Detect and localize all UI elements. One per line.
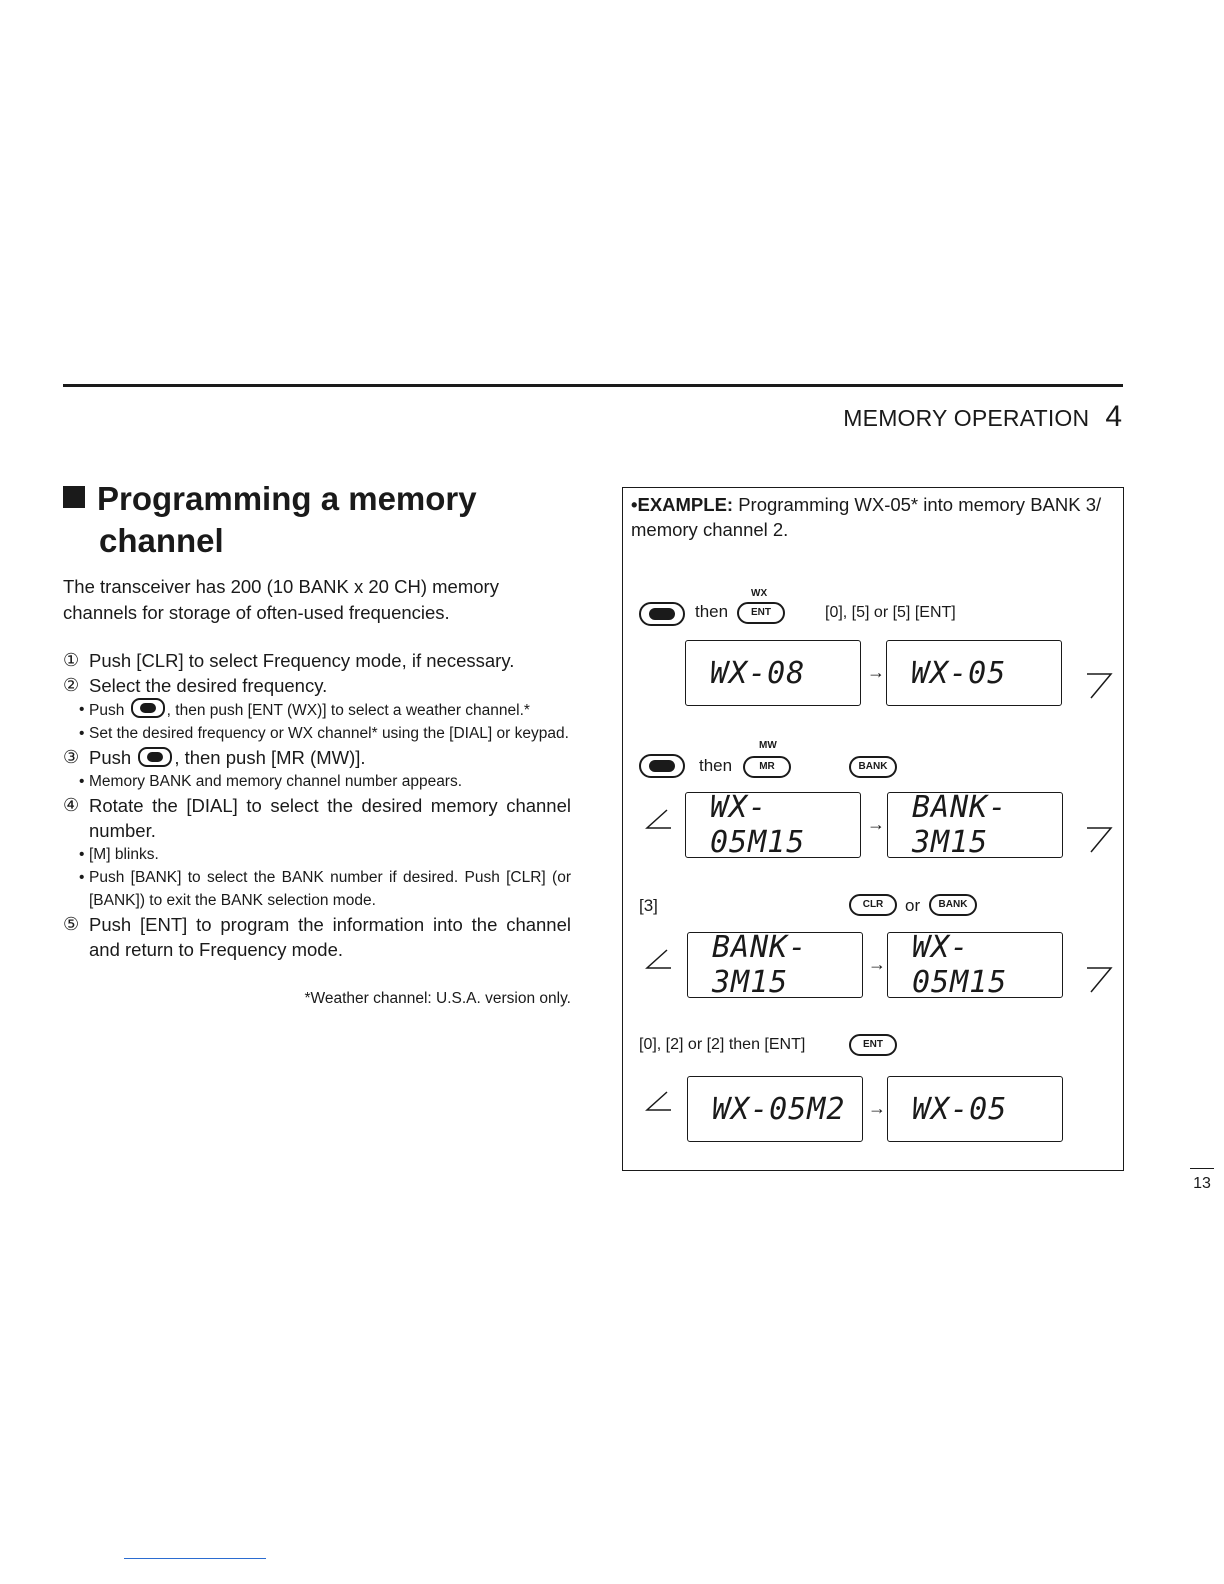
section-title: MEMORY OPERATION	[843, 405, 1090, 431]
continue-arrow-icon	[643, 946, 673, 980]
lcd-display: WX-05	[887, 1076, 1063, 1142]
example-heading: •EXAMPLE: Programming WX-05* into memory BANK 3/ memory channel 2.	[631, 494, 1102, 540]
continue-arrow-icon	[1085, 668, 1115, 702]
step-text: Select the desired frequency.	[89, 675, 328, 696]
right-arrow-icon: →	[868, 954, 886, 974]
mw-label: MW	[759, 740, 777, 751]
or-text: or	[905, 896, 921, 915]
step-3-sub: • Memory BANK and memory channel number appears.	[79, 773, 463, 790]
page-number: 13	[1190, 1168, 1214, 1193]
intro-paragraph: The transceiver has 200 (10 BANK x 20 CH) memory channels for storage of often-used frequencies.	[63, 576, 499, 623]
right-arrow-icon: →	[867, 662, 885, 682]
page-title	[63, 478, 583, 562]
section-header	[843, 400, 1122, 434]
step-1	[63, 648, 571, 673]
top-rule	[63, 384, 1123, 387]
continue-arrow-icon	[1085, 822, 1115, 856]
right-arrow-icon: →	[868, 1098, 886, 1118]
ent-key-icon: ENT	[849, 1034, 897, 1056]
step-text: Push [ENT] to program the information into the channel and return to Frequency mode.	[89, 914, 571, 960]
continue-arrow-icon	[643, 1088, 673, 1122]
function-key-icon	[639, 754, 685, 778]
right-arrow-icon: →	[867, 814, 885, 834]
continue-arrow-icon	[1085, 962, 1115, 996]
bottom-rule	[124, 1558, 266, 1559]
step-text: Rotate the [DIAL] to select the desired memory channel number.	[89, 795, 571, 841]
lcd-display: WX-05M15	[887, 932, 1063, 998]
mr-key-icon: MR	[743, 756, 791, 778]
footnote: *Weather channel: U.S.A. version only.	[304, 990, 571, 1007]
step-4	[63, 793, 571, 843]
step-number: ②	[63, 675, 80, 695]
step-2	[63, 673, 571, 698]
lcd-display: WX-08	[685, 640, 861, 706]
step-number: ⑤	[63, 914, 80, 934]
instruction: [3]	[639, 896, 658, 915]
instructions	[63, 574, 571, 1008]
step-5	[63, 912, 571, 962]
step-text: Push [CLR] to select Frequency mode, if necessary.	[89, 650, 515, 671]
wx-label: WX	[751, 588, 768, 599]
function-key-icon	[138, 747, 172, 767]
then-text: then	[695, 602, 729, 621]
step-number: ④	[63, 795, 80, 815]
lcd-display: WX-05	[886, 640, 1062, 706]
function-key-icon	[639, 602, 685, 626]
step-2-sub-2: • Set the desired frequency or WX channel* using the [DIAL] or keypad.	[79, 725, 569, 742]
function-key-icon	[131, 698, 165, 718]
clr-key-icon: CLR	[849, 894, 897, 916]
step-2-sub-1: • Push , then push [ENT (WX)] to select a weather channel.*	[63, 698, 571, 722]
step-number: ①	[63, 650, 80, 670]
lcd-display: WX-05M15	[685, 792, 861, 858]
step-number: ③	[63, 747, 80, 767]
example-box	[622, 487, 1124, 1171]
lcd-display: BANK-3M15	[687, 932, 863, 998]
title-line-2: channel	[99, 522, 224, 559]
then-text: then	[699, 756, 733, 775]
step-3: ③ Push , then push [MR (MW)].	[63, 747, 366, 768]
instruction: [0], [2] or [2] then [ENT]	[639, 1036, 806, 1053]
ent-key-icon: ENT	[737, 602, 785, 624]
chapter-number: 4	[1105, 400, 1122, 433]
lcd-display: WX-05M2	[687, 1076, 863, 1142]
lcd-display: BANK-3M15	[887, 792, 1063, 858]
bank-key-icon: BANK	[849, 756, 897, 778]
step-4-sub-2: • Push [BANK] to select the BANK number if desired. Push [CLR] (or [BANK]) to exit the BANK selection mode.	[79, 869, 571, 909]
bank-key-icon: BANK	[929, 894, 977, 916]
title-line-1: Programming a memory	[97, 480, 477, 517]
step-4-sub-1: • [M] blinks.	[79, 846, 159, 863]
square-bullet-icon	[63, 486, 85, 508]
instruction: [0], [5] or [5] [ENT]	[825, 604, 956, 621]
continue-arrow-icon	[643, 806, 673, 840]
